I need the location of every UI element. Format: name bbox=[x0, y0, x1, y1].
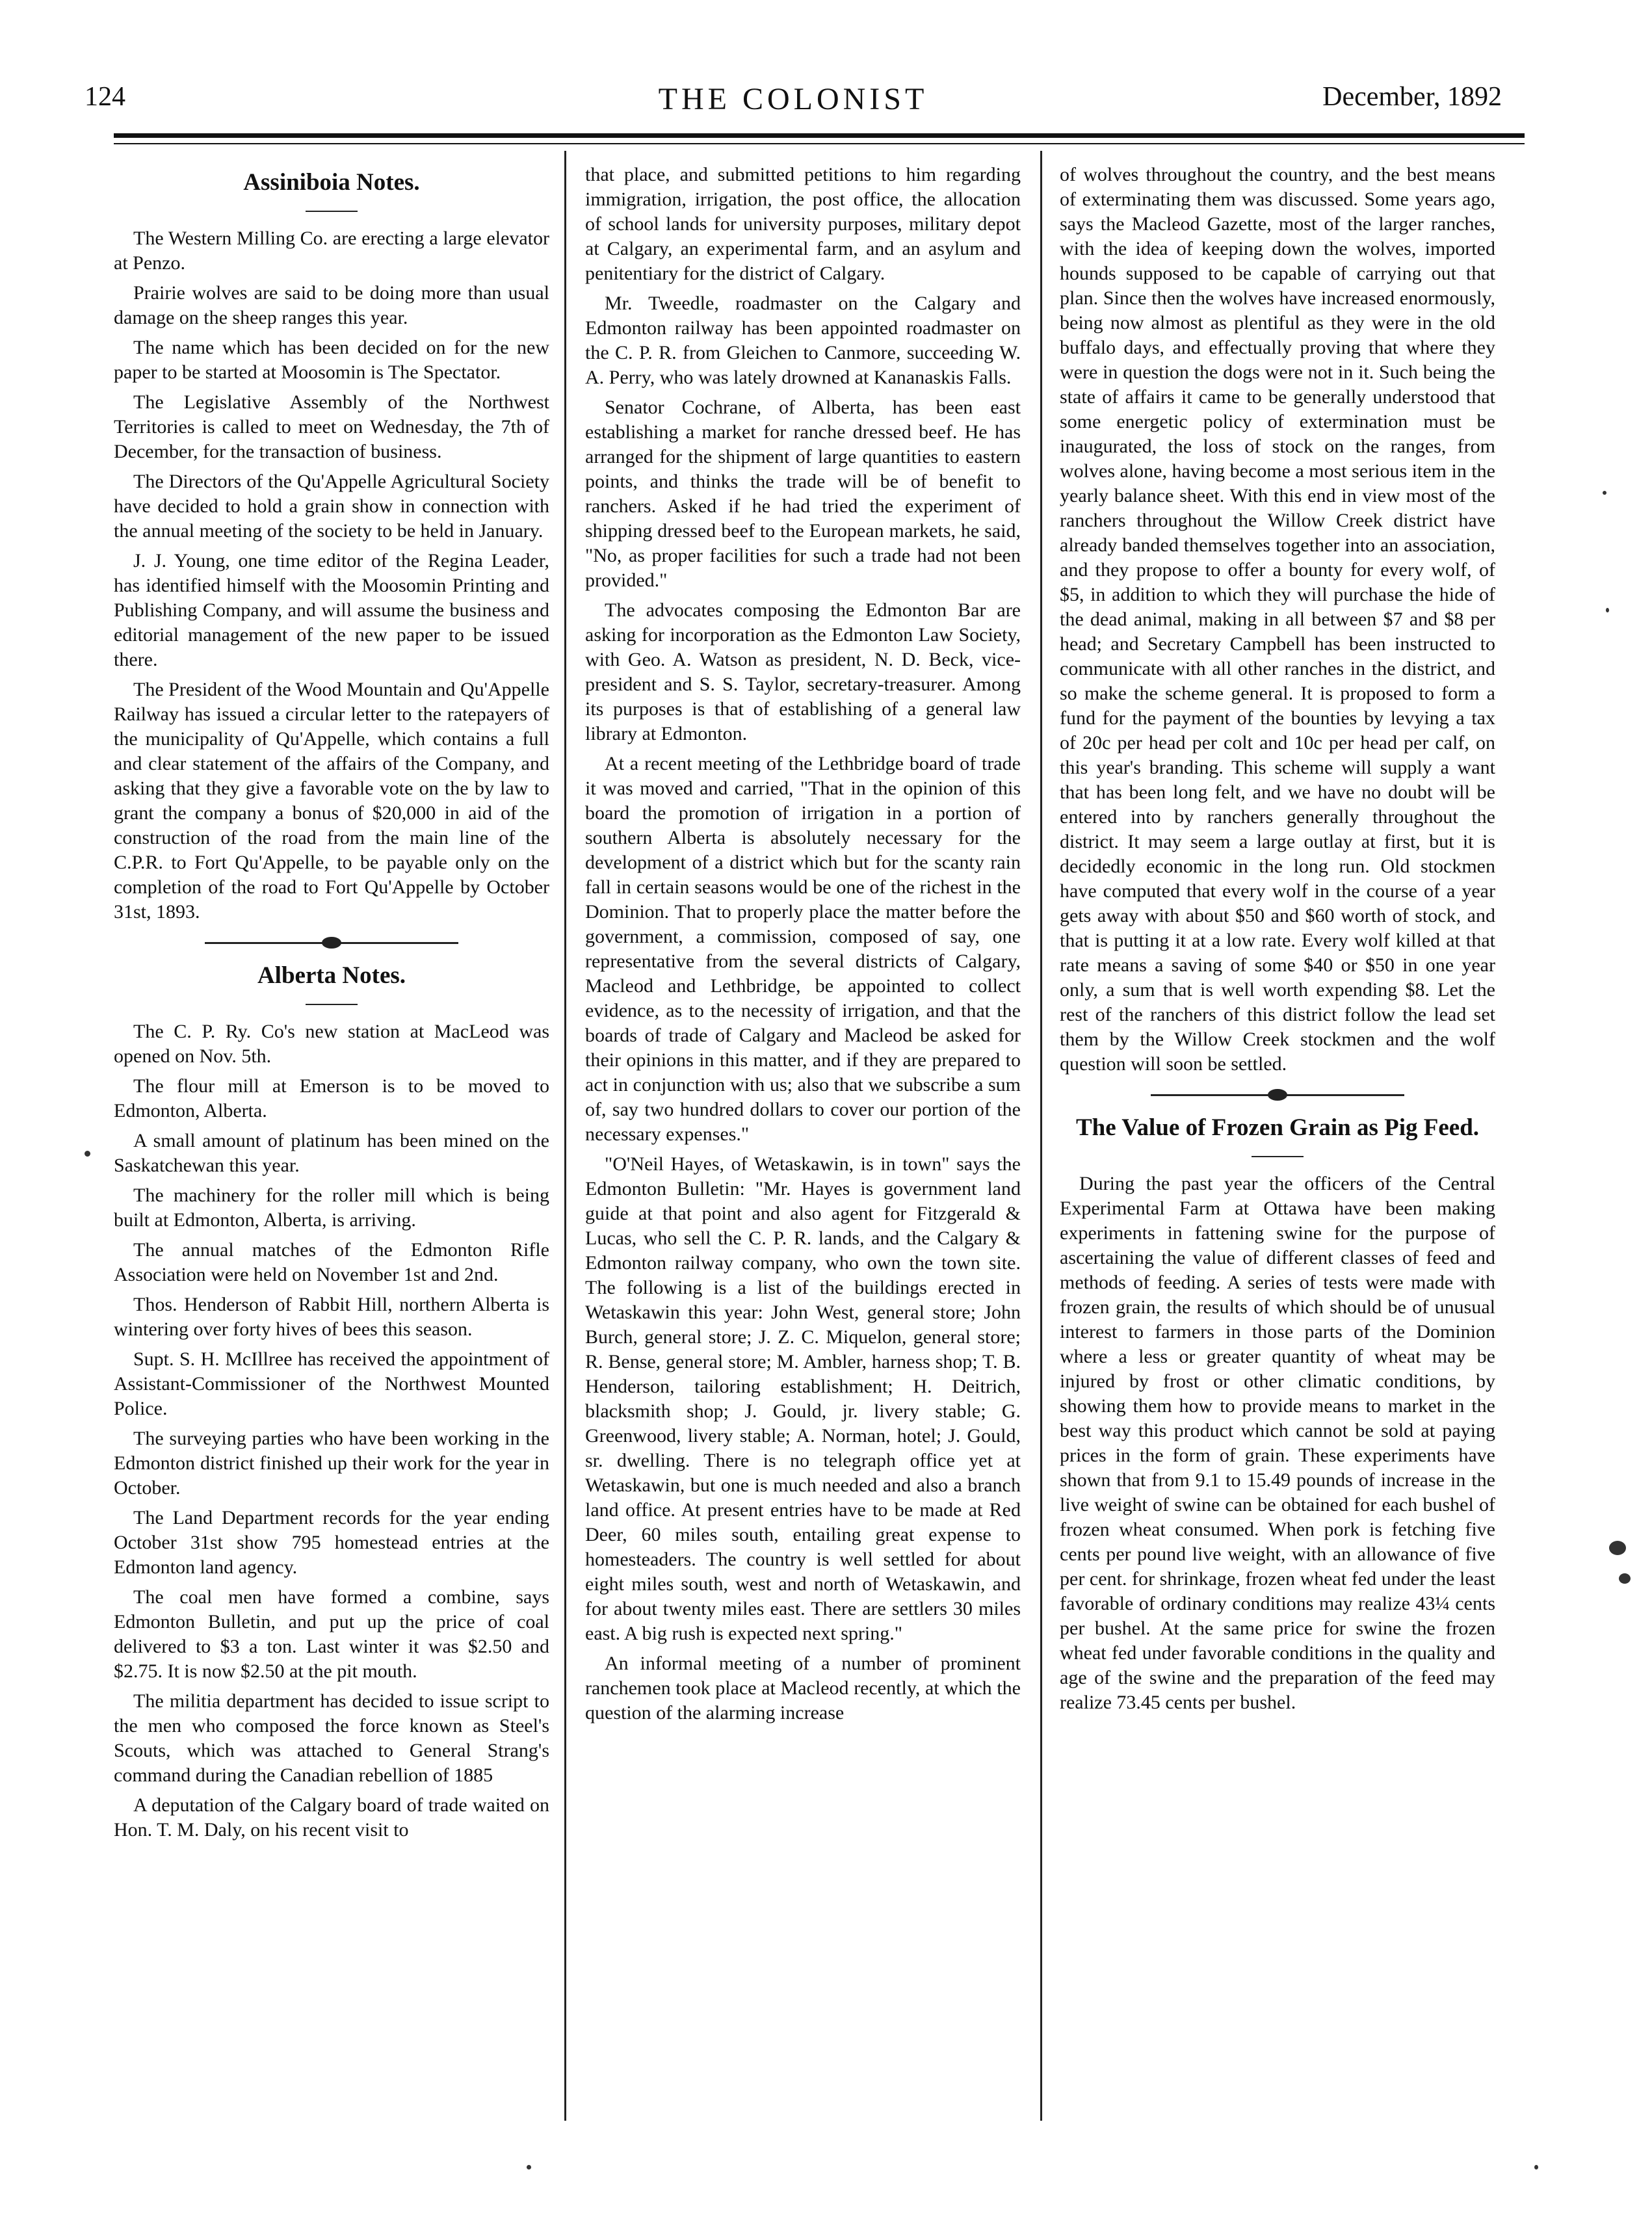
article-paragraph: The annual matches of the Edmonton Rifle Association were held on November 1st and 2nd. bbox=[114, 1239, 549, 1285]
page-header bbox=[85, 81, 1502, 120]
article-paragraph: The advocates composing the Edmonton Bar are asking for incorporation as the Edmonton Law Society, with Geo. A. Watson as president, N. D. Beck, vice-president and S. S. Taylor, secretary-treasurer. Among its purposes is that of establishing of a general law library at Edmonton. bbox=[585, 599, 1021, 744]
column-2 bbox=[585, 163, 1021, 2126]
column-1 bbox=[114, 163, 549, 2126]
article-paragraph: The flour mill at Emerson is to be moved to Edmonton, Alberta. bbox=[114, 1075, 549, 1121]
article-paragraph: At a recent meeting of the Lethbridge board of trade it was moved and carried, "That in the opinion of this board the promotion of irrigation in a portion of southern Alberta is absolutely necessary for the development of a district which but for the scanty rain fall in certain seasons would be one of the richest in the Dominion. That to properly place the matter before the government, a commission, composed of say, one representative from the several districts of Calgary, Macleod and Lethbridge, be appointed to collect evidence, as to the necessity of irrigation, and that the boards of trade of Calgary and Macleod be asked for their opinions in this matter, and if they are prepared to act in conjunction with us; also that we subscribe a sum of, say two hundred dollars to cover our portion of the necessary expenses." bbox=[585, 753, 1021, 1145]
print-speck bbox=[1619, 1573, 1631, 1584]
alberta-heading: Alberta Notes. bbox=[257, 962, 406, 989]
article-paragraph: The Western Milling Co. are erecting a large elevator at Penzo. bbox=[114, 228, 549, 274]
header-rule-thin bbox=[114, 143, 1525, 144]
article-paragraph-continued: that place, and submitted petitions to him regarding immigration, irrigation, the post office, the allocation of school lands for university purposes, military depot at Calgary, an experimental farm, and an asylum and penitentiary for the district of Calgary. bbox=[585, 164, 1021, 284]
article-paragraph-continued: of wolves throughout the country, and the best means of exterminating them was discussed. Some years ago, says the Macleod Gazette, most of the larger ranches, with the idea of keeping down the wolves, imported hounds supposed to be capable of carrying out that plan. Since then the wolves have increased enormously, being now almost as plentiful as they were in the old buffalo days, and effectually proving that where they were in question the dogs were not in it. Such being the state of affairs it came to be generally understood that some energetic policy of extermination must be inaugurated, the loss of stock on the ranges, from wolves alone, having become a most serious item in the yearly balance sheet. With this end in view most of the ranchers throughout the Willow Creek district have already banded themselves together into an association, and they propose to offer a bounty for every wolf, of $5, in addition to which they will purchase the hide of the dead animal, making in all between $7 and $8 per head; and Secretary Campbell has been instructed to communicate with all other ranches in the district, and so make the scheme general. It is proposed to form a fund for the payment of the bounties by levying a tax of 20c per head per colt and 10c per head per calf, on this year's branding. This scheme will supply a want that has been long felt, and we have no doubt will be entered into by ranchers generally throughout the district. It may seem a large outlay at first, but it is decidedly economic in the long run. Old stockmen have computed that every wolf in the course of a year gets away with about $50 and $60 worth of stock, and that is putting it at a low rate. Every wolf killed at that rate means a saving of some $40 or $50 in one year only, a sum that is well worth expending $8. Let the rest of the ranchers of this district follow the lead set them by the Willow Creek stockmen and the wolf question will soon be settled. bbox=[1060, 164, 1495, 1075]
article-paragraph: The coal men have formed a combine, says Edmonton Bulletin, and put up the price of coal delivered to $3 a ton. Last winter it was $2.50 and $2.75. It is now $2.50 at the pit mouth. bbox=[114, 1586, 549, 1682]
article-paragraph: During the past year the officers of the Central Experimental Farm at Ottawa have been making experiments in fattening swine for the purpose of ascertaining the value of different classes of feed and methods of feeding. A series of tests were made with frozen grain, the results of which should be of unusual interest to farmers in those parts of the Dominion where a less or greater quantity of wheat may be injured by frost or other climatic conditions, by showing them how to provide means to market in the best way this product which cannot be sold at paying prices in the form of grain. These experiments have shown that from 9.1 to 15.49 pounds of increase in the live weight of swine can be obtained for each bushel of frozen wheat consumed. When pork is fetching five cents per pound live weight, with an allowance of five per cent. for shrinkage, frozen wheat fed under the least favorable of ordinary conditions may realize 43¼ cents per bushel. At the same price for swine the frozen wheat fed under favorable conditions in the quality and age of the swine and the preparation of the feed may realize 73.45 cents per bushel. bbox=[1060, 1173, 1495, 1713]
article-paragraph: Supt. S. H. McIllree has received the appointment of Assistant-Commissioner of the Northwest Mounted Police. bbox=[114, 1348, 549, 1419]
article-paragraph: Senator Cochrane, of Alberta, has been east establishing a market for ranche dressed beef. He has arranged for the shipment of large quantities to eastern points, and thinks the trade will be of benefit to ranchers. Asked if he had tried the experiment of shipping dressed beef to the European markets, he said, "No, as proper facilities for such a trade had not been provided." bbox=[585, 397, 1021, 591]
print-speck bbox=[1609, 1541, 1626, 1555]
article-paragraph: The President of the Wood Mountain and Qu'Appelle Railway has issued a circular letter to the ratepayers of the municipality of Qu'Appelle, which contains a full and clear statement of the affairs of the Company, and asking that they give a favorable vote on the by law to grant the company a bonus of $20,000 in aid of the construction of the road from the main line of the C.P.R. to Fort Qu'Appelle, to be payable only on the completion of the road to Fort Qu'Appelle by October 31st, 1893. bbox=[114, 679, 549, 923]
print-speck bbox=[527, 2165, 531, 2169]
print-speck bbox=[1534, 2165, 1538, 2169]
print-speck bbox=[85, 1151, 90, 1157]
article-paragraph: The machinery for the roller mill which is being built at Edmonton, Alberta, is arriving. bbox=[114, 1185, 549, 1231]
section-separator bbox=[1060, 1086, 1495, 1104]
article-paragraph: A deputation of the Calgary board of trade waited on Hon. T. M. Daly, on his recent visit to bbox=[114, 1794, 549, 1841]
heading-underline bbox=[306, 1004, 358, 1005]
print-speck bbox=[1606, 608, 1609, 612]
article-paragraph: The Legislative Assembly of the Northwest Territories is called to meet on Wednesday, the 7th of December, for the transaction of business. bbox=[114, 391, 549, 462]
article-paragraph: The C. P. Ry. Co's new station at MacLeod was opened on Nov. 5th. bbox=[114, 1021, 549, 1067]
article-paragraph: Prairie wolves are said to be doing more than usual damage on the sheep ranges this year. bbox=[114, 282, 549, 328]
article-paragraph: J. J. Young, one time editor of the Regina Leader, has identified himself with the Moosomin Printing and Publishing Company, and will assume the business and editorial management of the new paper to be issued there. bbox=[114, 550, 549, 670]
issue-date: December, 1892 bbox=[1322, 82, 1502, 112]
column-divider-2 bbox=[1040, 151, 1042, 2121]
article-paragraph: The militia department has decided to issue script to the men who composed the force known as Steel's Scouts, which was attached to General Strang's command during the Canadian rebellion of 1885 bbox=[114, 1690, 549, 1786]
column-3 bbox=[1060, 163, 1495, 2126]
article-paragraph: Mr. Tweedle, roadmaster on the Calgary and Edmonton railway has been appointed roadmaster on the C. P. R. from Gleichen to Canmore, succeeding W. A. Perry, who was lately drowned at Kananaskis Falls. bbox=[585, 293, 1021, 388]
heading-underline bbox=[1252, 1156, 1304, 1157]
column-divider-1 bbox=[564, 151, 566, 2121]
article-paragraph: An informal meeting of a number of prominent ranchemen took place at Macleod recently, at which the question of the alarming increase bbox=[585, 1653, 1021, 1724]
article-paragraph: The surveying parties who have been working in the Edmonton district finished up their work for the year in October. bbox=[114, 1428, 549, 1499]
article-paragraph: The Land Department records for the year ending October 31st show 795 homestead entries at the Edmonton land agency. bbox=[114, 1507, 549, 1578]
article-paragraph: A small amount of platinum has been mined on the Saskatchewan this year. bbox=[114, 1130, 549, 1176]
heading-underline bbox=[306, 211, 358, 212]
header-rule-thick bbox=[114, 133, 1525, 138]
print-speck bbox=[1603, 491, 1606, 495]
article-paragraph: The Directors of the Qu'Appelle Agricultural Society have decided to hold a grain show in connection with the annual meeting of the society to be held in January. bbox=[114, 471, 549, 542]
section-separator bbox=[114, 934, 549, 952]
assiniboia-heading: Assiniboia Notes. bbox=[243, 169, 420, 196]
newspaper-title: THE COLONIST bbox=[658, 82, 928, 116]
frozen-grain-heading: The Value of Frozen Grain as Pig Feed. bbox=[1075, 1114, 1480, 1141]
article-paragraph: The name which has been decided on for the new paper to be started at Moosomin is The Spectator. bbox=[114, 337, 549, 383]
page-number: 124 bbox=[85, 82, 125, 112]
article-paragraph: "O'Neil Hayes, of Wetaskawin, is in town" says the Edmonton Bulletin: "Mr. Hayes is government land guide at that point and also agent for Fitzgerald & Lucas, who sell the C. P. R. lands, and the Calgary & Edmonton railway company, who own the town site. The following is a list of the buildings erected in Wetaskawin this year: John West, general store; John Burch, general store; J. Z. C. Miquelon, general store; R. Bense, general store; M. Ambler, harness shop; T. B. Henderson, tailoring establishment; H. Deitrich, blacksmith shop; J. Gould, jr. livery stable; G. Greenwood, livery stable; A. Norman, hotel; J. Gould, sr. dwelling. There is no telegraph office yet at Wetaskawin, but one is much needed and also a branch land office. At present entries have to be made at Red Deer, 60 miles south, entailing great expense to homesteaders. The country is well settled for about eight miles south, west and north of Wetaskawin, and for about twenty miles east. There are settlers 30 miles east. A big rush is expected next spring." bbox=[585, 1153, 1021, 1644]
article-paragraph: Thos. Henderson of Rabbit Hill, northern Alberta is wintering over forty hives of bees this season. bbox=[114, 1294, 549, 1340]
